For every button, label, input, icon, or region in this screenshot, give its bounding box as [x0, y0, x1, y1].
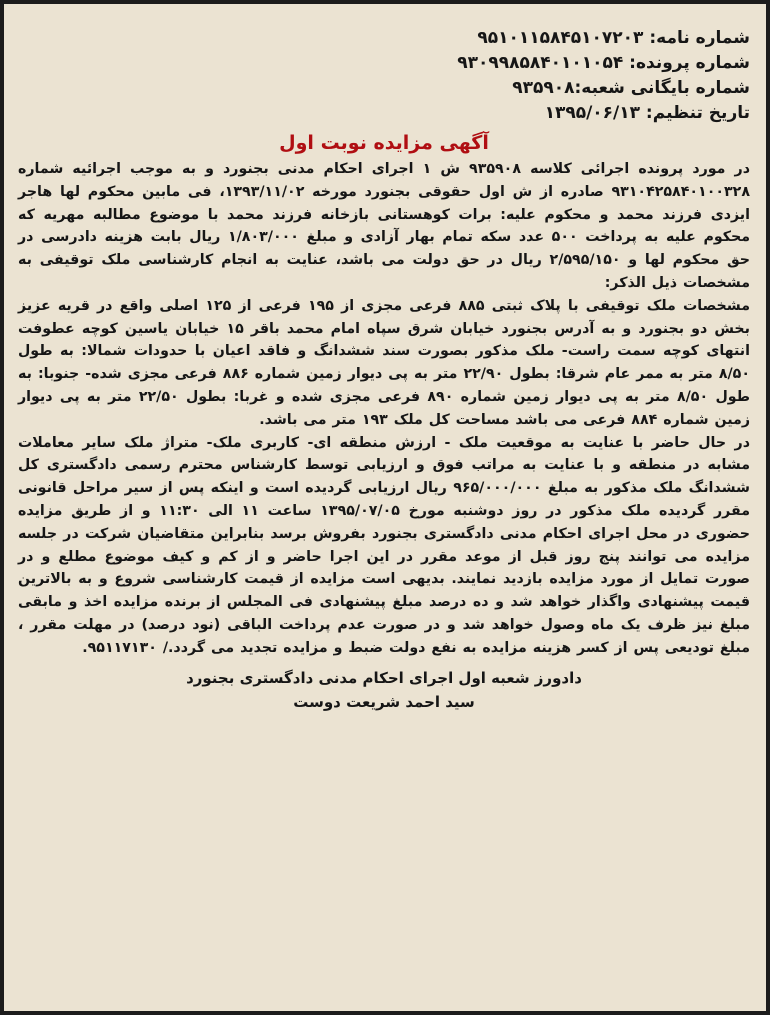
letter-number: شماره نامه: ۹۵۱۰۱۱۵۸۴۵۱۰۷۲۰۳ [477, 28, 750, 48]
case-number: شماره پرونده: ۹۳۰۹۹۸۵۸۴۰۱۰۱۰۵۴ [457, 53, 750, 73]
notice-title: آگهی مزایده نوبت اول [279, 132, 489, 154]
header-block [18, 26, 750, 126]
signature-title: دادورز شعبه اول اجرای احکام مدنی دادگستری بجنورد [186, 668, 582, 687]
paragraph-property: مشخصات ملک توقیفی با پلاک ثبتی ۸۸۵ فرعی مجزی از ۱۹۵ فرعی از ۱۲۵ اصلی واقع در قریه عزیز بخش دو بجنورد و به آدرس بجنورد خیابان شرق سپاه امام محمد باقر ۱۵ خیابان یاسین کوچه عطوفت انتهای کوچه سمت راست- ملک مذکور بصورت سند ششدانگ و فاقد اعیان با حدودات شمالا: به طول ۸/۵۰ متر به ممر عام شرقا: بطول ۲۲/۹۰ متر به پی دیوار زمین شماره ۸۸۶ فرعی مجزی شده- جنوبا: به طول ۸/۵۰ متر به پی دیوار زمین شماره ۸۹۰ فرعی مجزی شده و غربا: بطول ۲۲/۵۰ متر به پی دیوار زمین شماره ۸۸۴ فرعی می باشد مساحت کل ملک ۱۹۳ متر می باشد. [18, 297, 751, 428]
archive-number: شماره بایگانی شعبه:۹۳۵۹۰۸ [512, 78, 750, 98]
paragraph-auction: در حال حاضر با عنایت به موقعیت ملک - ارزش منطقه ای- کاربری ملک- متراژ ملک سایر معاملات مشابه در منطقه و با عنایت به مراتب فوق و ارزیابی توسط کارشناس محترم رسمی دادگستری کل ششدانگ ملک مذکور به مبلغ ۹۶۵/۰۰۰/۰۰۰ ریال ارزیابی گردیده است و اینکه پس از سیر مراحل قانونی مقرر گردیده ملک مذکور در روز دوشنبه مورخ ۱۳۹۵/۰۷/۰۵ ساعت ۱۱ الی ۱۱:۳۰ و از طریق مزایده حضوری در محل اجرای احکام مدنی دادگستری بجنورد بفروش برسد بنابراین متقاضیان شرکت در جلسه مزایده می توانند پنج روز قبل از موعد مقرر در این اجرا حاضر و از کم و کیف موضوع مطلع و در صورت تمایل از مورد مزایده بازدید نمایند. بدیهی است مزایده از قیمت کارشناسی شروع و به بالاترین قیمت پیشنهادی واگذار خواهد شد و ده درصد مبلغ پیشنهادی فی المجلس از برنده مزایده اخذ و مابقی مبلغ نیز ظرف یک ماه وصول خواهد شد و در صورت عدم پرداخت الباقی (نود درصد) در مهلت مقرر ، مبلغ تودیعی پس از کسر هزینه مزایده به نفع دولت ضبط و مزایده تجدید می گردد./ ۹۵۱۱۷۱۳۰. [18, 434, 750, 656]
notice-body [18, 158, 750, 660]
paragraph-case: در مورد پرونده اجرائی کلاسه ۹۳۵۹۰۸ ش ۱ اجرای احکام مدنی بجنورد و به موجب اجرائیه شماره ۹۳۱۰۴۲۵۸۴۰۱۰۰۳۲۸ صادره از ش اول حقوقی بجنورد مورخه ۱۳۹۳/۱۱/۰۲، فی مابین محکوم لها هاجر ایزدی فرزند محمد و محکوم علیه: برات کوهستانی بازخانه فرزند محمد با موضوع مطالبه مهریه که محکوم علیه به پرداخت ۵۰۰ عدد سکه تمام بهار آزادی و مبلغ ۱/۸۰۳/۰۰۰ ریال بابت هزینه دادرسی در حق محکوم لها و ۲/۵۹۵/۱۵۰ ریال در حق دولت می باشد، عنایت به انجام کارشناسی ملک توقیفی به مشخصات ذیل الذکر: [18, 161, 751, 291]
issue-date: تاریخ تنظیم: ۱۳۹۵/۰۶/۱۳ [544, 103, 750, 123]
signature-name: سید احمد شریعت دوست [293, 692, 475, 711]
signature-block [18, 666, 750, 714]
